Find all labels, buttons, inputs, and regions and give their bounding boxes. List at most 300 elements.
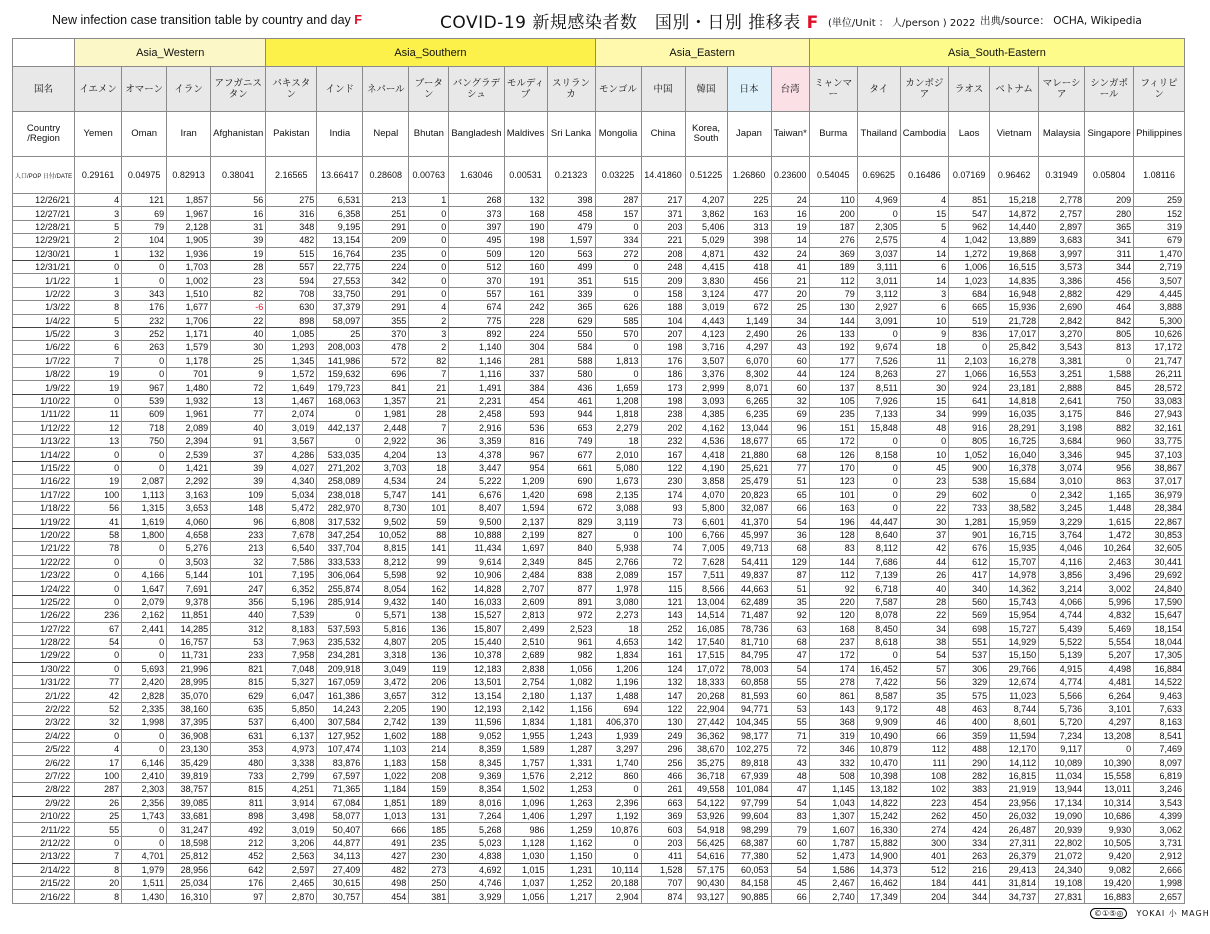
country-name-ja: マレーシア [1039,67,1085,112]
case-count-cell: 40 [900,582,948,595]
case-count-cell: 248 [641,260,685,273]
case-count-cell: 1,740 [595,756,641,769]
case-count-cell: 2,305 [857,220,900,233]
case-count-cell: 3,074 [1039,461,1085,474]
case-count-cell: 1,491 [449,381,504,394]
case-count-cell: 0 [409,287,449,300]
case-count-cell: 15,848 [857,421,900,434]
case-count-cell: 123 [809,475,857,488]
case-count-cell: 4,445 [1134,287,1185,300]
case-count-cell: 148 [211,501,266,514]
case-count-cell: 1,345 [266,354,317,367]
case-count-cell: 19 [75,475,122,488]
country-name-en: Taiwan* [771,112,809,157]
case-count-cell: 733 [211,769,266,782]
case-count-cell: 1,857 [167,194,211,207]
case-count-cell: 4 [409,301,449,314]
case-count-cell: 15,647 [1134,609,1185,622]
case-count-cell: 3 [75,207,122,220]
case-count-cell: 14,514 [685,609,727,622]
case-count-cell: 2,757 [1039,207,1085,220]
case-count-cell: 271,202 [317,461,363,474]
population-value: 0.38041 [211,157,266,194]
case-count-cell: 1,052 [949,448,990,461]
date-cell: 1/7/22 [13,354,75,367]
case-count-cell: 44 [900,555,948,568]
case-count-cell: 124 [809,368,857,381]
case-count-cell: 290 [949,756,990,769]
case-count-cell: 235 [363,247,409,260]
case-count-cell: 442,137 [317,421,363,434]
case-count-cell: 21,072 [1039,850,1085,863]
date-cell: 1/30/22 [13,662,75,675]
case-count-cell: 10,470 [857,756,900,769]
date-cell: 1/21/22 [13,542,75,555]
case-count-cell: 15,727 [990,622,1039,635]
country-name-en: Sri Lanka [547,112,595,157]
case-count-cell: 5,816 [363,622,409,635]
case-count-cell: 3,653 [167,501,211,514]
case-count-cell: 6,358 [317,207,363,220]
case-count-cell: 0 [75,555,122,568]
case-count-cell: 16,278 [990,354,1039,367]
case-count-cell: 515 [595,274,641,287]
case-count-cell: 200 [809,207,857,220]
case-count-cell: 21 [409,381,449,394]
case-count-cell: 478 [363,341,409,354]
case-count-cell: 4,286 [266,448,317,461]
case-count-cell: 2,162 [122,609,167,622]
case-count-cell: 8,263 [857,368,900,381]
case-count-cell: 196 [809,515,857,528]
case-count-cell: 71,365 [317,783,363,796]
case-count-cell: 1,905 [167,234,211,247]
case-count-cell: 22,904 [685,702,727,715]
case-count-cell: 60 [771,836,809,849]
case-count-cell: 24,340 [1039,863,1085,876]
case-count-cell: 10,314 [1085,796,1134,809]
case-count-cell: 3,229 [1039,515,1085,528]
case-count-cell: 1 [75,247,122,260]
case-count-cell: 224 [504,327,547,340]
case-count-cell: 1,502 [504,783,547,796]
case-count-cell: 23,956 [990,796,1039,809]
date-cell: 2/9/22 [13,796,75,809]
case-count-cell: 10,378 [449,649,504,662]
case-count-cell: 16,452 [857,662,900,675]
case-count-cell: 42 [75,689,122,702]
case-count-cell: 0 [595,287,641,300]
case-count-cell: 198 [641,341,685,354]
case-count-cell: 11,023 [990,689,1039,702]
country-name-en: Malaysia [1039,112,1085,157]
case-count-cell: 57,175 [685,863,727,876]
case-count-cell: 7,469 [1134,743,1185,756]
table-row [13,515,1185,528]
case-count-cell: 22 [900,501,948,514]
case-count-cell: 203 [641,220,685,233]
case-count-cell: 6,146 [122,756,167,769]
case-count-cell: 5 [75,314,122,327]
case-count-cell: 5,207 [1085,649,1134,662]
case-count-cell: 4,838 [449,850,504,863]
case-count-cell: 3,062 [1134,823,1185,836]
case-count-cell: 8,302 [727,368,771,381]
case-count-cell: 479 [547,220,595,233]
case-count-cell: 10,626 [1134,327,1185,340]
case-count-cell: 2,349 [504,555,547,568]
case-count-cell: 536 [504,421,547,434]
case-count-cell: 1,137 [547,689,595,702]
case-count-cell: 40 [211,421,266,434]
case-count-cell: 5,080 [595,461,641,474]
case-count-cell: 9,195 [317,220,363,233]
case-count-cell: 1,006 [949,260,990,273]
case-count-cell: 97 [211,890,266,903]
case-count-cell: 232 [641,435,685,448]
case-count-cell: 4,046 [1039,542,1085,555]
case-count-cell: 17,515 [685,649,727,662]
case-count-cell: 5,736 [1039,702,1085,715]
case-count-cell: 1,082 [547,676,595,689]
case-count-cell: 19,420 [1085,876,1134,889]
case-count-cell: 167,059 [317,676,363,689]
case-count-cell: 6,352 [266,582,317,595]
case-count-cell: 383 [949,783,990,796]
case-count-cell: 124 [641,662,685,675]
case-count-cell: 0 [122,260,167,273]
case-count-cell: 9 [900,327,948,340]
case-count-cell: 36,362 [685,729,727,742]
case-count-cell: 9,463 [1134,689,1185,702]
case-count-cell: 33,775 [1134,435,1185,448]
case-count-cell: 259 [1134,194,1185,207]
case-count-cell: 163 [809,501,857,514]
country-name-ja: モンゴル [595,67,641,112]
case-count-cell: 14,818 [990,394,1039,407]
case-count-cell: 272 [595,247,641,260]
case-count-cell: 3,011 [857,274,900,287]
case-count-cell: 90,430 [685,876,727,889]
case-count-cell: 7,678 [266,528,317,541]
case-count-cell: 99 [409,555,449,568]
case-count-cell: 230 [641,475,685,488]
case-count-cell: 184 [900,876,948,889]
case-count-cell: 209,918 [317,662,363,675]
country-ja-row [13,67,1185,112]
table-row [13,528,1185,541]
case-count-cell: 2,842 [1039,314,1085,327]
case-count-cell: 287 [75,783,122,796]
country-name-en: Iran [167,112,211,157]
table-row [13,890,1185,903]
case-count-cell: 174 [809,662,857,675]
case-count-cell: 5 [75,220,122,233]
case-count-cell: 40 [211,327,266,340]
case-count-cell: 3,124 [685,287,727,300]
case-count-cell: 18 [595,622,641,635]
case-count-cell: 79 [122,220,167,233]
case-count-cell: 15 [900,394,948,407]
pop-date-corner: 人口/POP 日付/DATE [13,157,75,194]
case-count-cell: 626 [595,301,641,314]
case-count-cell: 2,563 [266,850,317,863]
case-count-cell: 127,952 [317,729,363,742]
case-count-cell: 1,096 [504,796,547,809]
case-count-cell: 2,897 [1039,220,1085,233]
case-count-cell: 898 [266,314,317,327]
table-row [13,394,1185,407]
case-count-cell: 9,500 [449,515,504,528]
case-count-cell: 2,420 [122,676,167,689]
case-count-cell: 27,553 [317,274,363,287]
case-count-cell: 7,264 [449,809,504,822]
case-count-cell: 1,706 [167,314,211,327]
case-count-cell: 1,171 [167,327,211,340]
date-cell: 12/30/21 [13,247,75,260]
case-count-cell: 344 [1085,260,1134,273]
case-count-cell: 317,532 [317,515,363,528]
case-count-cell: 750 [122,435,167,448]
case-count-cell: 5,938 [595,542,641,555]
case-count-cell: 3,002 [1085,582,1134,595]
case-count-cell: 4,653 [595,635,641,648]
case-count-cell: 0 [75,448,122,461]
case-count-cell: 537 [211,716,266,729]
case-count-cell: 10,089 [1039,756,1085,769]
case-count-cell: 2,882 [1039,287,1085,300]
case-count-cell: 2,137 [504,515,547,528]
case-count-cell: 29,413 [990,863,1039,876]
population-value: 0.21323 [547,157,595,194]
population-value: 0.04975 [122,157,167,194]
case-count-cell: 515 [266,247,317,260]
case-count-cell: 7,195 [266,568,317,581]
population-value: 0.16486 [900,157,948,194]
case-count-cell: 55 [771,716,809,729]
case-count-cell: 6,676 [449,488,504,501]
case-count-cell: 68 [771,635,809,648]
case-count-cell: 3,498 [266,809,317,822]
case-count-cell: 8,359 [449,743,504,756]
case-count-cell: 982 [547,649,595,662]
case-count-cell: 206 [409,676,449,689]
case-count-cell: 90,885 [727,890,771,903]
country-name-en: Japan [727,112,771,157]
case-count-cell: 1,183 [363,756,409,769]
case-count-cell: 143 [809,702,857,715]
case-count-cell: 1,834 [504,716,547,729]
case-count-cell: 0 [122,836,167,849]
case-count-cell: 6,819 [1134,769,1185,782]
date-cell: 1/23/22 [13,568,75,581]
footer-logo [1090,908,1210,919]
case-count-cell: 3 [75,287,122,300]
case-count-cell: 0 [75,394,122,407]
case-count-cell: 3,929 [449,890,504,903]
case-count-cell: 1,150 [547,850,595,863]
table-row [13,260,1185,273]
case-count-cell: 805 [1085,327,1134,340]
country-name-en: Korea, South [685,112,727,157]
case-count-cell: 121 [122,194,167,207]
case-count-cell: 30,853 [1134,528,1185,541]
case-count-cell: 26,379 [990,850,1039,863]
case-count-cell: 3 [409,327,449,340]
case-count-cell: 291 [363,301,409,314]
case-count-cell: 0 [75,568,122,581]
case-count-cell: 17,540 [685,635,727,648]
case-count-cell: 1,488 [595,689,641,702]
case-count-cell: 32 [75,716,122,729]
case-count-cell: 58 [75,528,122,541]
case-count-cell: 93 [641,501,685,514]
case-count-cell: 7,526 [857,354,900,367]
case-count-cell: 13,154 [449,689,504,702]
case-count-cell: 0 [317,435,363,448]
case-count-cell: 2,999 [685,381,727,394]
case-count-cell: 1,979 [122,863,167,876]
case-count-cell: 701 [167,368,211,381]
case-count-cell: 170 [809,461,857,474]
case-count-cell: 492 [211,823,266,836]
case-count-cell: 8 [75,890,122,903]
case-count-cell: 3,297 [595,743,641,756]
date-cell: 2/4/22 [13,729,75,742]
case-count-cell: 1,272 [949,247,990,260]
case-count-cell: 16,330 [857,823,900,836]
case-count-cell: 1,932 [167,394,211,407]
case-count-cell: 845 [1085,381,1134,394]
population-value: 0.03225 [595,157,641,194]
case-count-cell: 339 [547,287,595,300]
case-count-cell: 38 [900,635,948,648]
table-row [13,220,1185,233]
case-count-cell: 369 [641,809,685,822]
case-count-cell: 340 [949,582,990,595]
case-count-cell: 365 [547,301,595,314]
case-count-cell: 4,774 [1039,676,1085,689]
case-count-cell: 7,958 [266,649,317,662]
case-count-cell: 287 [595,194,641,207]
case-count-cell: 3,447 [449,461,504,474]
case-count-cell: 356 [211,595,266,608]
case-count-cell: 172 [809,435,857,448]
country-name-en: Yemen [75,112,122,157]
date-cell: 2/1/22 [13,689,75,702]
case-count-cell: 12,170 [990,743,1039,756]
case-count-cell: 4 [75,743,122,756]
case-count-cell: 482 [266,234,317,247]
case-count-cell: 440 [211,609,266,622]
case-count-cell: 3,503 [167,555,211,568]
case-count-cell: 12 [75,421,122,434]
case-count-cell: 3,198 [1039,421,1085,434]
table-row [13,676,1185,689]
case-count-cell: 676 [949,542,990,555]
case-count-cell: 3,507 [1134,274,1185,287]
case-count-cell: 158 [641,287,685,300]
case-count-cell: 3,101 [1085,702,1134,715]
case-count-cell: 144 [809,314,857,327]
case-count-cell: 291 [363,287,409,300]
case-count-cell: 17,072 [685,662,727,675]
case-count-cell: 499 [547,260,595,273]
date-cell: 2/3/22 [13,716,75,729]
case-count-cell: 2,888 [1039,381,1085,394]
date-cell: 12/26/21 [13,194,75,207]
case-count-cell: 1,331 [547,756,595,769]
case-count-cell: 19 [75,381,122,394]
case-count-cell: 2,103 [949,354,990,367]
case-count-cell: 863 [1085,475,1134,488]
case-count-cell: 14,243 [317,702,363,715]
case-count-cell: 2,813 [504,609,547,622]
case-count-cell: 25 [211,354,266,367]
infection-table [12,38,1185,904]
case-count-cell: 17,305 [1134,649,1185,662]
case-count-cell: 275 [266,194,317,207]
case-count-cell: 3,088 [595,501,641,514]
case-count-cell: 57 [900,662,948,675]
case-count-cell: 4 [75,194,122,207]
case-count-cell: 0 [409,207,449,220]
case-count-cell: 3,472 [363,676,409,689]
case-count-cell: 1,834 [595,649,641,662]
country-name-ja: イエメン [75,67,122,112]
case-count-cell: 192 [809,341,857,354]
case-count-cell: 898 [211,809,266,822]
population-value: 2.16565 [266,157,317,194]
case-count-cell: 21,996 [167,662,211,675]
case-count-cell: 16,040 [990,448,1039,461]
case-count-cell: 5,276 [167,542,211,555]
case-count-cell: 1,184 [363,783,409,796]
case-count-cell: 162 [409,582,449,595]
country-name-en: Afghanistan [211,112,266,157]
case-count-cell: 27,943 [1134,408,1185,421]
case-count-cell: 33,681 [167,809,211,822]
case-count-cell: 187 [809,220,857,233]
case-count-cell: 537 [949,649,990,662]
case-count-cell: 16,883 [1085,890,1134,903]
case-count-cell: 1,406 [504,809,547,822]
case-count-cell: 18 [900,341,948,354]
case-count-cell: 2,448 [363,421,409,434]
case-count-cell: 13 [211,394,266,407]
case-count-cell: 8,640 [857,528,900,541]
case-count-cell: 84,158 [727,876,771,889]
case-count-cell: 6,766 [685,528,727,541]
case-count-cell: 569 [949,609,990,622]
case-count-cell: 27,442 [685,716,727,729]
case-count-cell: 179,723 [317,381,363,394]
case-count-cell: 2,089 [167,421,211,434]
case-count-cell: 25,621 [727,461,771,474]
case-count-cell: 281 [504,354,547,367]
case-count-cell: 0 [122,823,167,836]
table-row [13,368,1185,381]
case-count-cell: 368 [809,716,857,729]
population-value: 0.29161 [75,157,122,194]
case-count-cell: 168 [809,622,857,635]
case-count-cell: 306 [949,662,990,675]
case-count-cell: 62,489 [727,595,771,608]
case-count-cell: 4,251 [266,783,317,796]
case-count-cell: 424 [949,823,990,836]
case-count-cell: 3,019 [266,823,317,836]
table-row [13,729,1185,742]
